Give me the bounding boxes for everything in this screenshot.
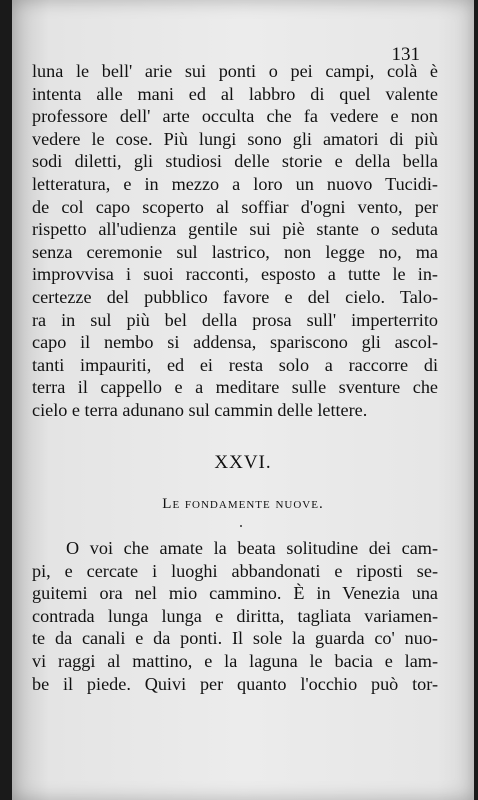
paragraph-new xyxy=(32,537,438,695)
text-line: vi raggi al mattino, e la laguna le bacia e lam- xyxy=(32,650,438,671)
text-line: luna le bell' arie sui ponti o pei campi, colà è xyxy=(32,61,438,81)
text-line: vedere le cose. Più lungi sono gli amatori di più xyxy=(32,128,438,149)
text-line: de col capo scoperto al soffiar d'ogni vento, per xyxy=(32,196,438,217)
text-line: senza ceremonie sul lastrico, non legge no, ma xyxy=(32,241,438,262)
page-number: 131 xyxy=(391,44,420,65)
text-line: terra il cappello e a meditare sulle sventure che xyxy=(32,377,438,398)
chapter-title: Le fondamente nuove. xyxy=(162,496,324,512)
text-line: pi, e cercate i luoghi abbandonati e riposti se- xyxy=(32,560,438,581)
text-line: intenta alle mani ed al labbro di quel valente xyxy=(32,83,438,104)
text-line: te da canali e da ponti. Il sole la guarda co' nuo- xyxy=(32,628,438,649)
text-line: certezze del pubblico favore e del cielo. Talo- xyxy=(32,286,438,307)
chapter-number: XXVI. xyxy=(214,452,272,473)
text-line: tanti impauriti, ed ei resta solo a raccorre di xyxy=(32,354,438,375)
text-line: cielo e terra adunano sul cammin delle lettere. xyxy=(32,399,368,420)
text-line: guitemi ora nel mio cammino. È in Venezia una xyxy=(32,583,438,604)
text-line: rispetto all'udienza gentile sui piè stante o seduta xyxy=(32,219,438,240)
text-line: professore dell' arte occulta che fa vedere e non xyxy=(32,106,438,127)
text-line: ra in sul più bel della prosa sull' imperterrito xyxy=(32,309,438,330)
ornament-dot xyxy=(240,525,242,527)
text-line: capo il nembo si addensa, spariscono gli ascol- xyxy=(32,332,438,353)
text-line: be il piede. Quivi per quanto l'occhio può tor- xyxy=(32,673,438,694)
paragraph-continued xyxy=(32,60,438,422)
text-line: letteratura, e in mezzo a loro un nuovo Tucidi- xyxy=(32,173,438,194)
book-page xyxy=(12,0,474,800)
text-line: O voi che amate la beata solitudine dei cam- xyxy=(66,538,438,558)
text-line: sodi diletti, gli studiosi delle storie e della bella xyxy=(32,151,438,172)
text-line: improvvisa i suoi racconti, esposto a tutte le in- xyxy=(32,264,438,285)
text-line: contrada lunga lunga e diritta, tagliata variamen- xyxy=(32,605,438,626)
